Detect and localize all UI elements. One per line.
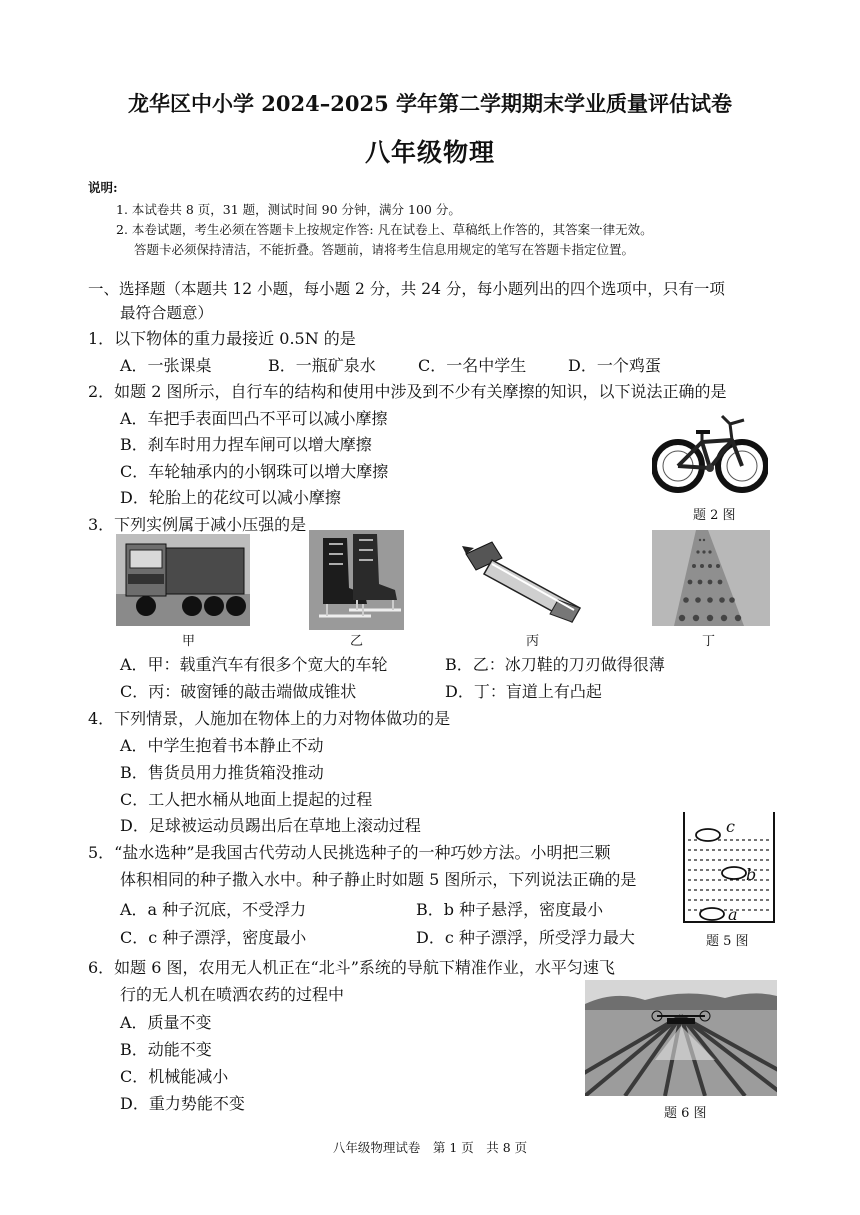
question-6-option-c: C．机械能减小 [120,1067,229,1086]
question-2-option-c: C．车轮轴承内的小钢珠可以增大摩擦 [120,462,389,481]
question-6-option-b: B．动能不变 [120,1040,212,1059]
question-5-stem-cont: 体积相同的种子撒入水中。种子静止时如题 5 图所示，下列说法正确的是 [120,870,637,889]
notes-heading: 说明: [88,180,118,195]
figure-3-label-jia: 甲 [182,634,196,649]
question-5-option-b: B．b 种子悬浮，密度最小 [416,900,604,919]
question-4-option-b: B．售货员用力推货箱没推动 [120,763,324,782]
question-4-option-c: C．工人把水桶从地面上提起的过程 [120,790,373,809]
ice-skates-image [309,530,404,630]
question-5-stem: 5．“盐水选种”是我国古代劳动人民挑选种子的一种巧妙方法。小明把三颗 [88,843,611,862]
question-1-option-b: B．一瓶矿泉水 [268,356,376,375]
question-2-option-a: A．车把手表面凹凸不平可以减小摩擦 [120,409,388,428]
question-5-option-d: D．c 种子漂浮，所受浮力最大 [416,928,635,947]
page-footer: 八年级物理试卷 第 1 页 共 8 页 [332,1140,528,1155]
exam-subtitle: 八年级物理 [364,138,495,167]
question-1-option-a: A．一张课桌 [120,356,212,375]
question-3-option-c: C．丙：破窗锤的敲击端做成锥状 [120,682,357,701]
figure-3-label-bing: 丙 [526,634,540,649]
figure-2-caption: 题 2 图 [693,508,736,523]
truck-image [116,534,250,626]
seed-beaker-diagram [680,810,780,926]
window-hammer-image [462,538,592,626]
exam-title: 龙华区中小学 2024–2025 学年第二学期期末学业质量评估试卷 [127,91,732,116]
question-4-option-d: D．足球被运动员踢出后在草地上滚动过程 [120,816,421,835]
question-3-stem: 3．下列实例属于减小压强的是 [88,515,307,534]
question-1-option-c: C．一名中学生 [418,356,527,375]
figure-5-caption: 题 5 图 [706,934,749,949]
section-heading: 一、选择题（本题共 12 小题，每小题 2 分，共 24 分，每小题列出的四个选项中，只有一项 [88,280,725,298]
question-4-stem: 4．下列情景，人施加在物体上的力对物体做功的是 [88,709,451,728]
note-item-1: 1. 本试卷共 8 页，31 题，测试时间 90 分钟，满分 100 分。 [116,202,461,217]
question-1-stem: 1．以下物体的重力最接近 0.5N 的是 [88,329,356,348]
question-5-option-a: A．a 种子沉底，不受浮力 [120,900,307,919]
question-6-option-d: D．重力势能不变 [120,1094,245,1113]
question-2-stem: 2．如题 2 图所示，自行车的结构和使用中涉及到不少有关摩擦的知识，以下说法正确的是 [88,382,727,401]
question-6-stem: 6．如题 6 图，农用无人机正在“北斗”系统的导航下精准作业，水平匀速飞 [88,958,615,977]
question-4-option-a: A．中学生抱着书本静止不动 [120,736,324,755]
question-3-option-a: A．甲：载重汽车有很多个宽大的车轮 [120,655,388,674]
note-item-2-cont: 答题卡必须保持清洁，不能折叠。答题前，请将考生信息用规定的笔写在答题卡指定位置。 [134,242,635,257]
question-2-option-b: B．刹车时用力捏车闸可以增大摩擦 [120,435,372,454]
figure-3-label-yi: 乙 [350,634,364,649]
question-3-option-b: B．乙：冰刀鞋的刀刃做得很薄 [445,655,665,674]
seed-label-c: c [726,817,735,836]
figure-6-caption: 题 6 图 [664,1106,707,1121]
seed-label-b: b [746,865,757,884]
question-1-option-d: D．一个鸡蛋 [568,356,661,375]
section-heading-cont: 最符合题意） [120,304,214,322]
drone-field-image [585,980,777,1096]
question-3-option-d: D．丁：盲道上有凸起 [445,682,602,701]
question-6-option-a: A．质量不变 [120,1013,212,1032]
question-5-option-c: C．c 种子漂浮，密度最小 [120,928,307,947]
figure-3-label-ding: 丁 [702,634,716,649]
question-6-stem-cont: 行的无人机在喷洒农药的过程中 [120,985,345,1004]
tactile-paving-image [652,530,770,626]
bicycle-image [652,402,768,500]
seed-label-a: a [728,905,738,924]
note-item-2: 2. 本卷试题，考生必须在答题卡上按规定作答: 凡在试卷上、草稿纸上作答的，其答案一律无效。 [116,222,653,237]
question-2-option-d: D．轮胎上的花纹可以减小摩擦 [120,488,341,507]
